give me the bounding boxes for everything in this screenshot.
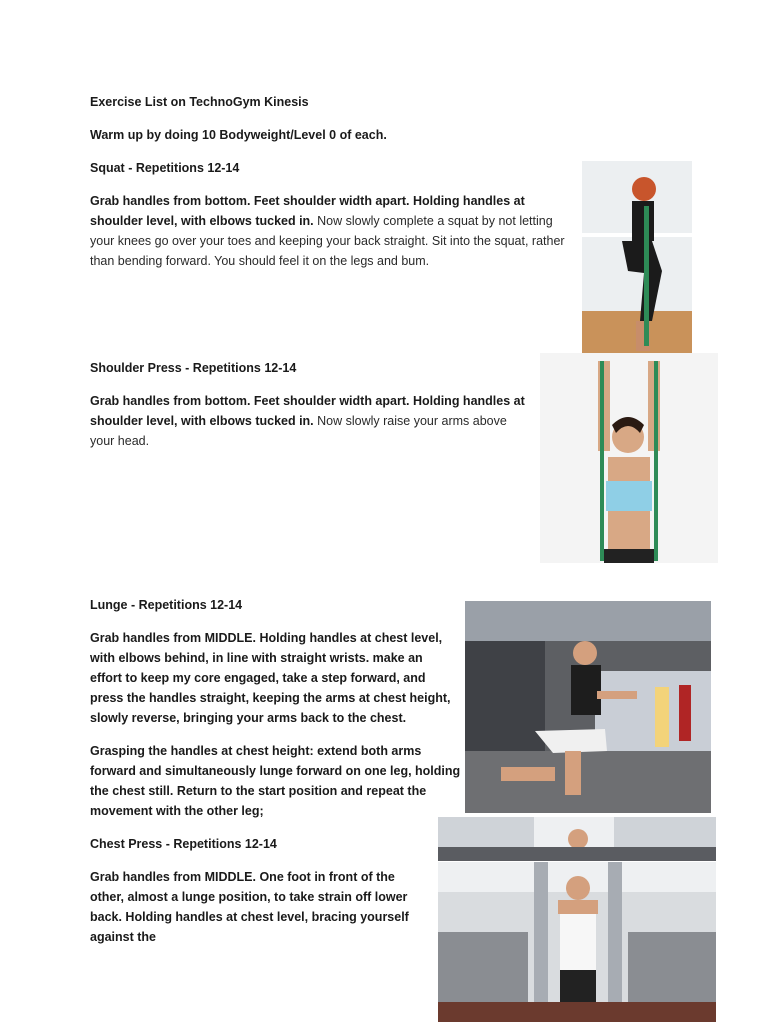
shoulder-press-description [90,391,530,451]
chest-press-photo [438,862,716,1022]
chest-press-paragraph-1: Grab handles from MIDDLE. One foot in front of the other, almost a lunge position, to take strain off lower back. Holding handles at chest level, bracing yourself against the [90,870,409,944]
lunge-paragraph-2: Grasping the handles at chest height: extend both arms forward and simultaneously lunge forward on one leg, holding the chest still. Return to the start position and repeat the movement with the other leg; [90,744,461,818]
document-title: Exercise List on TechnoGym Kinesis [90,95,309,109]
squat-instruction-normal: Now slowly complete a squat by not letting your knees go over your toes and keeping your back straight. Sit into the squat, rather than bending forward. You should feel it on the legs and bum. [90,214,565,268]
squat-instruction-bold: Grab handles from bottom. Feet shoulder width apart. Holding handles at shoulder level, with elbows tucked in. [90,194,525,228]
squat-heading: Squat - Repetitions 12-14 [90,161,240,175]
lunge-photo [465,601,711,813]
chest-press-heading: Chest Press - Repetitions 12-14 [90,837,277,851]
shoulder-press-instruction-normal: Now slowly raise your arms above your head. [90,414,507,448]
lunge-paragraph-1: Grab handles from MIDDLE. Holding handles at chest level, with elbows behind, in line with straight wrists. make an effort to keep my core engaged, take a step forward, and press the handles straight, keeping the arms at chest height, slowly reverse, bringing your arms back to the chest. [90,631,451,725]
squat-photo [582,161,692,353]
shoulder-press-instruction-bold: Grab handles from bottom. Feet shoulder width apart. Holding handles at shoulder level, with elbows tucked in. [90,394,525,428]
warmup-instruction: Warm up by doing 10 Bodyweight/Level 0 of each. [90,128,387,142]
squat-description [90,191,568,271]
shoulder-press-photo [540,353,718,563]
chest-press-photo-top [438,817,716,861]
shoulder-press-heading: Shoulder Press - Repetitions 12-14 [90,361,297,375]
lunge-heading: Lunge - Repetitions 12-14 [90,598,243,612]
